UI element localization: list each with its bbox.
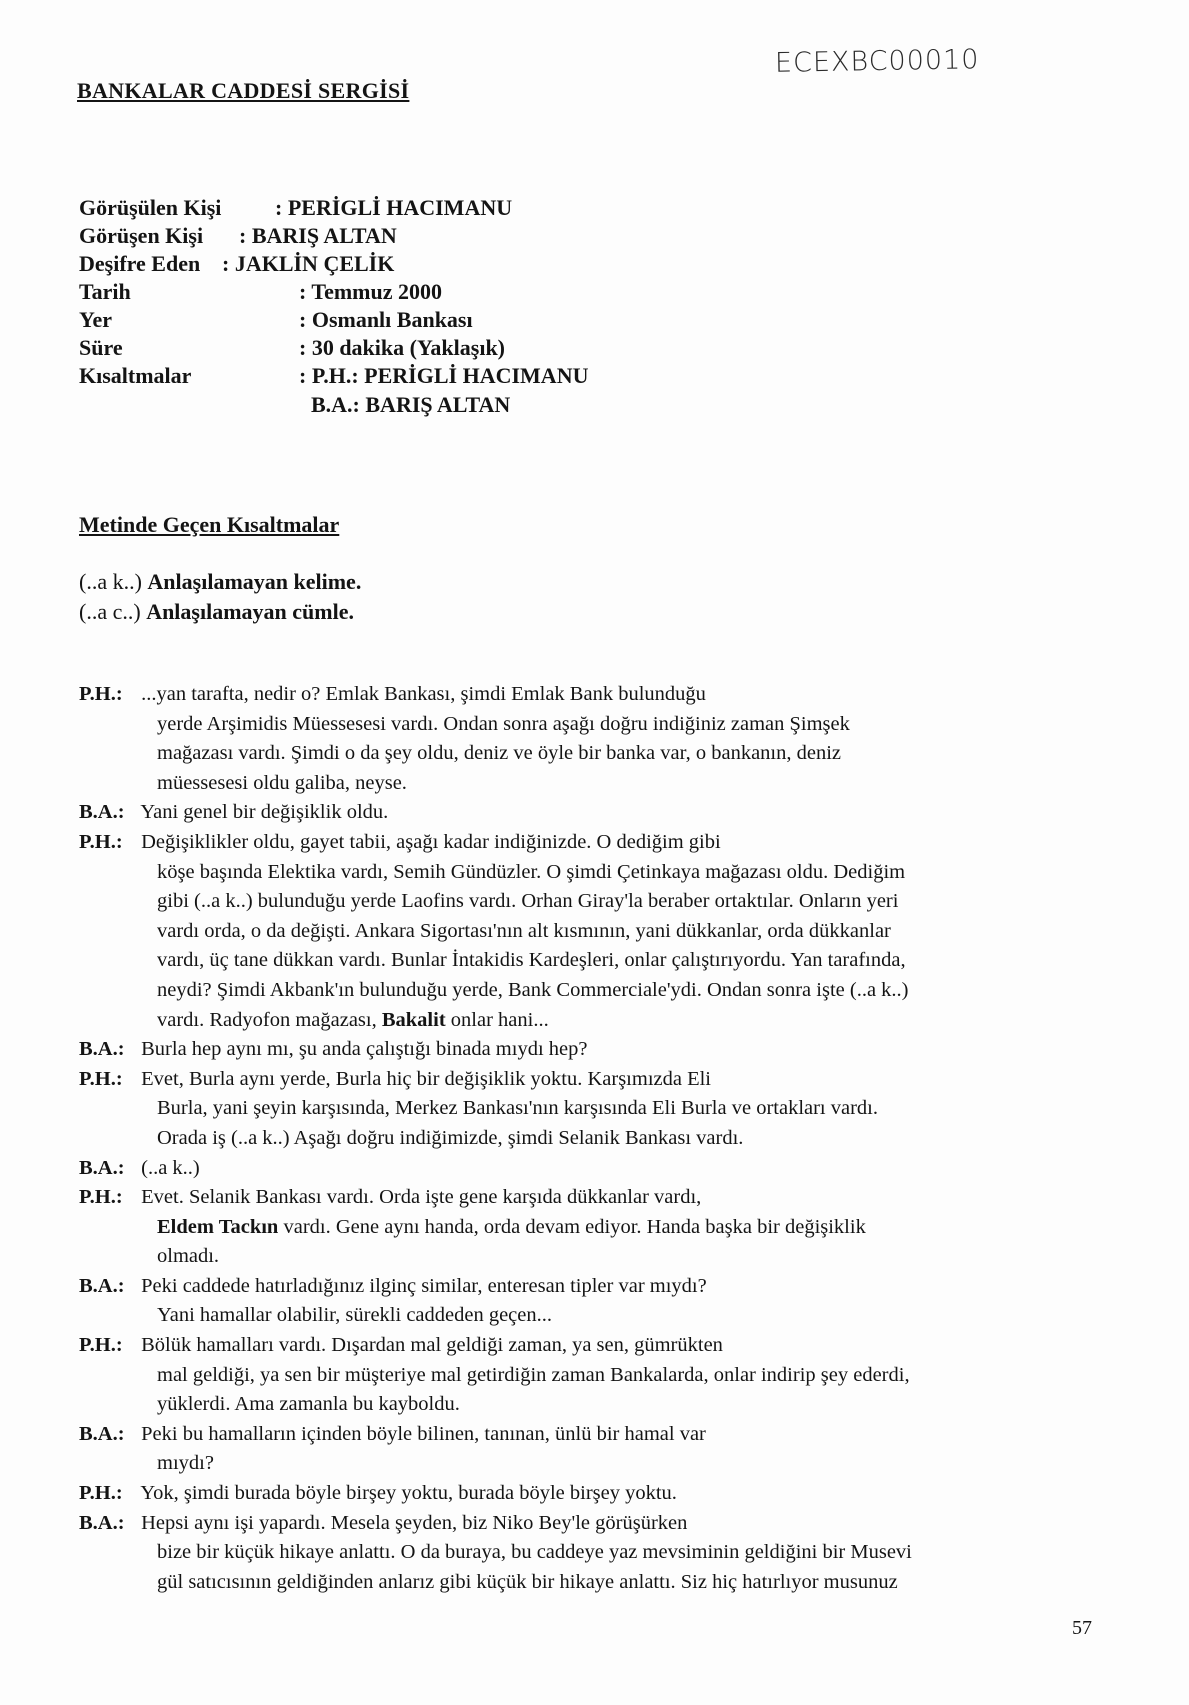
transcript-turn bbox=[79, 1154, 1109, 1184]
page-number: 57 bbox=[1072, 1617, 1092, 1639]
transcript-line: mağazası vardı. Şimdi o da şey oldu, deniz ve öyle bir banka var, o bankanın, deniz bbox=[157, 742, 842, 765]
emphasized-name: Bakalit bbox=[381, 1008, 446, 1031]
abbreviations-title: Metinde Geçen Kısaltmalar bbox=[79, 512, 340, 537]
utterance-text: vardı. Radyofon mağazası, bbox=[157, 1008, 382, 1031]
meta-value: B.A.: BARIŞ ALTAN bbox=[311, 392, 511, 417]
utterance-text: Peki bu hamalların içinden böyle bilinen, tanınan, ünlü bir hamal var bbox=[141, 1422, 706, 1445]
utterance-text: ...yan tarafta, nedir o? Emlak Bankası, şimdi Emlak Bank bulunduğu bbox=[141, 683, 706, 705]
utterance-text: vardı. Gene aynı handa, orda devam ediyor. Handa başka bir değişiklik bbox=[278, 1215, 866, 1238]
meta-value: : 30 dakika (Yaklaşık) bbox=[299, 335, 506, 360]
transcript-line bbox=[79, 680, 1109, 710]
transcript-turn bbox=[79, 1420, 1109, 1479]
transcript-turn bbox=[79, 1509, 1109, 1598]
transcript-line bbox=[79, 1035, 1109, 1065]
abbreviation-item bbox=[79, 567, 361, 597]
transcript-turn bbox=[79, 828, 1109, 1035]
transcript bbox=[79, 680, 1109, 1597]
document-title: BANKALAR CADDESİ SERGİSİ bbox=[77, 78, 410, 103]
abbreviation-desc: Anlaşılamayan kelime. bbox=[147, 569, 362, 594]
transcript-line: müessesesi oldu galiba, neyse. bbox=[157, 771, 407, 794]
meta-key: Görüşülen Kişi bbox=[79, 195, 222, 220]
transcript-turn bbox=[79, 1479, 1109, 1509]
meta-key: Yer bbox=[79, 307, 112, 332]
meta-key: Görüşen Kişi bbox=[79, 223, 204, 248]
speaker-label: P.H.: bbox=[79, 1186, 123, 1209]
transcript-turn bbox=[79, 1331, 1109, 1420]
meta-key: Deşifre Eden bbox=[79, 251, 201, 276]
utterance-text: (..a k..) bbox=[141, 1156, 200, 1179]
transcript-line bbox=[79, 1006, 1109, 1036]
transcript-turn bbox=[79, 1035, 1109, 1065]
transcript-line: Orada iş (..a k..) Aşağı doğru indiğimizde, şimdi Selanik Bankası vardı. bbox=[157, 1126, 744, 1149]
abbreviation-code: (..a c..) bbox=[79, 599, 141, 624]
transcript-line bbox=[79, 798, 1109, 828]
transcript-line: mal geldiği, ya sen bir müşteriye mal getirdiğin zaman Bankalarda, onlar indirip şey ederdi, bbox=[157, 1363, 910, 1386]
meta-value: : PERİGLİ HACIMANU bbox=[275, 195, 513, 220]
transcript-line: olmadı. bbox=[157, 1245, 220, 1268]
utterance-text: onlar hani... bbox=[445, 1008, 549, 1031]
transcript-line: neydi? Şimdi Akbank'ın bulunduğu yerde, Bank Commerciale'ydi. Ondan sonra işte (..a k..) bbox=[157, 978, 909, 1001]
utterance-text: Evet, Burla aynı yerde, Burla hiç bir değişiklik yoktu. Karşımızda Eli bbox=[141, 1067, 712, 1090]
transcript-turn bbox=[79, 1272, 1109, 1331]
transcript-line: gibi (..a k..) bulunduğu yerde Laofins vardı. Orhan Giray'la beraber ortaktılar. Onların yeri bbox=[157, 890, 899, 913]
transcript-line: gül satıcısının geldiğinden anlarız gibi küçük bir hikaye anlattı. Siz hiç hatırlıyor musunuz bbox=[157, 1570, 898, 1593]
speaker-label: B.A.: bbox=[79, 1511, 125, 1534]
transcript-line: mıydı? bbox=[157, 1452, 214, 1475]
utterance-text: Evet. Selanik Bankası vardı. Orda işte gene karşıda dükkanlar vardı, bbox=[141, 1186, 702, 1209]
speaker-label: P.H.: bbox=[79, 1067, 123, 1090]
meta-key: Süre bbox=[79, 335, 123, 360]
transcript-line bbox=[79, 1065, 1109, 1095]
transcript-line: vardı, üç tane dükkan vardı. Bunlar İntakidis Kardeşleri, onlar çalıştırıyordu. Yan tarafında, bbox=[157, 949, 906, 972]
transcript-line bbox=[79, 1479, 1109, 1509]
speaker-label: P.H.: bbox=[79, 1482, 123, 1505]
utterance-text: Burla hep aynı mı, şu anda çalıştığı binada mıydı hep? bbox=[141, 1038, 588, 1061]
meta-key: Tarih bbox=[79, 279, 131, 304]
transcript-line bbox=[79, 1420, 1109, 1450]
transcript-line: Burla, yani şeyin karşısında, Merkez Bankası'nın karşısında Eli Burla ve ortakları vardı. bbox=[157, 1097, 879, 1120]
meta-value: : Osmanlı Bankası bbox=[299, 307, 473, 332]
speaker-label: P.H.: bbox=[79, 830, 123, 853]
meta-key: Kısaltmalar bbox=[79, 363, 192, 388]
transcript-line bbox=[79, 1183, 1109, 1213]
abbreviation-code: (..a k..) bbox=[79, 569, 142, 594]
emphasized-name: Eldem Tackın bbox=[157, 1215, 279, 1238]
speaker-label: B.A.: bbox=[79, 1422, 125, 1445]
meta-value: : BARIŞ ALTAN bbox=[239, 223, 397, 248]
transcript-turn bbox=[79, 680, 1109, 798]
transcript-line bbox=[79, 1509, 1109, 1539]
transcript-line: köşe başında Elektika vardı, Semih Gündüzler. O şimdi Çetinkaya mağazası oldu. Dediğim bbox=[157, 860, 906, 883]
transcript-turn bbox=[79, 798, 1109, 828]
abbreviations-list bbox=[79, 567, 361, 627]
speaker-label: B.A.: bbox=[79, 1156, 125, 1179]
meta-value: : Temmuz 2000 bbox=[299, 279, 442, 304]
transcript-line: bize bir küçük hikaye anlattı. O da buraya, bu caddeye yaz mevsiminin geldiğini bir Musevi bbox=[157, 1541, 912, 1564]
abbreviation-item bbox=[79, 597, 361, 627]
document-code-handwritten: ECEXBC00010 bbox=[774, 44, 980, 79]
utterance-text: Yani genel bir değişiklik oldu. bbox=[140, 801, 389, 824]
utterance-text: Bölük hamalları vardı. Dışardan mal geldiği zaman, ya sen, gümrükten bbox=[141, 1334, 723, 1357]
transcript-line: vardı orda, o da değişti. Ankara Sigortası'nın alt kısmının, yani dükkanlar, orda dükkanlar bbox=[157, 919, 891, 942]
transcript-line bbox=[79, 1331, 1109, 1361]
meta-value: : P.H.: PERİGLİ HACIMANU bbox=[299, 363, 589, 388]
transcript-line bbox=[79, 828, 1109, 858]
speaker-label: B.A.: bbox=[79, 1038, 125, 1061]
speaker-label: P.H.: bbox=[79, 1334, 123, 1357]
transcript-line: yerde Arşimidis Müessesesi vardı. Ondan sonra aşağı doğru indiğiniz zaman Şimşek bbox=[157, 712, 850, 735]
utterance-text: Peki caddede hatırladığınız ilginç similar, enteresan tipler var mıydı? bbox=[141, 1274, 707, 1297]
transcript-line: yüklerdi. Ama zamanla bu kayboldu. bbox=[157, 1393, 460, 1416]
speaker-label: P.H.: bbox=[79, 683, 123, 705]
transcript-line: Yani hamallar olabilir, sürekli caddeden geçen... bbox=[157, 1304, 553, 1327]
speaker-label: B.A.: bbox=[79, 801, 125, 824]
transcript-line bbox=[79, 1272, 1109, 1302]
transcript-turn bbox=[79, 1065, 1109, 1154]
transcript-line bbox=[79, 1154, 1109, 1184]
utterance-text: Yok, şimdi burada böyle birşey yoktu, burada böyle birşey yoktu. bbox=[140, 1482, 677, 1505]
utterance-text: Değişiklikler oldu, gayet tabii, aşağı kadar indiğinizde. O dediğim gibi bbox=[141, 830, 721, 853]
abbreviation-desc: Anlaşılamayan cümle. bbox=[146, 599, 354, 624]
speaker-label: B.A.: bbox=[79, 1274, 125, 1297]
transcript-line bbox=[79, 1213, 1109, 1243]
meta-value: : JAKLİN ÇELİK bbox=[222, 251, 395, 276]
transcript-turn bbox=[79, 1183, 1109, 1272]
utterance-text: Hepsi aynı işi yapardı. Mesela şeyden, biz Niko Bey'le görüşürken bbox=[141, 1511, 688, 1534]
